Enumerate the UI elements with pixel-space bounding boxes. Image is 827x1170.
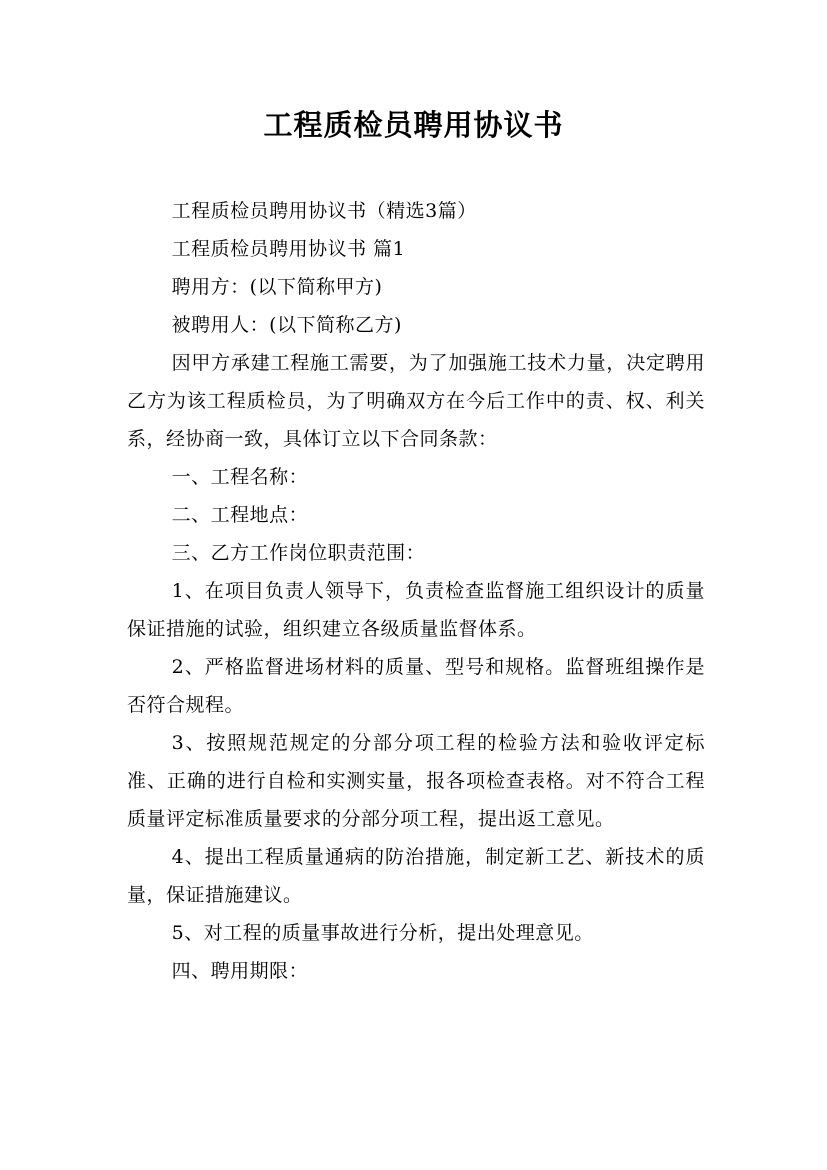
paragraph-duties-heading: 三、乙方工作岗位职责范围：: [171, 542, 426, 564]
paragraph-duty-5: 5、对工程的质量事故进行分析，提出处理意见。: [171, 922, 594, 944]
paragraph-term-heading: 四、聘用期限：: [171, 960, 309, 982]
paragraph-duty-2: 2、严格监督进场材料的质量、型号和规格。监督班组操作是否符合规程。: [127, 656, 705, 716]
paragraph-section-heading: 工程质检员聘用协议书 篇1: [171, 238, 406, 260]
paragraph-subtitle: 工程质检员聘用协议书（精选3篇）: [171, 200, 477, 222]
document-body: [127, 192, 705, 990]
paragraph-employee: 被聘用人：(以下简称乙方): [171, 314, 402, 336]
paragraph-project-name: 一、工程名称：: [171, 466, 309, 488]
paragraph-project-location: 二、工程地点：: [171, 504, 309, 526]
paragraph-employer: 聘用方：(以下简称甲方): [171, 276, 383, 298]
paragraph-duty-4: 4、提出工程质量通病的防治措施，制定新工艺、新技术的质量，保证措施建议。: [127, 846, 705, 906]
paragraph-duty-1: 1、在项目负责人领导下，负责检查监督施工组织设计的质量保证措施的试验，组织建立各级质量监督体系。: [127, 580, 705, 640]
paragraph-preamble: 因甲方承建工程施工需要，为了加强施工技术力量，决定聘用乙方为该工程质检员，为了明确双方在今后工作中的责、权、利关系，经协商一致，具体订立以下合同条款：: [127, 352, 705, 450]
document-title: 工程质检员聘用协议书: [263, 108, 564, 142]
paragraph-duty-3: 3、按照规范规定的分部分项工程的检验方法和验收评定标准、正确的进行自检和实测实量，报各项检查表格。对不符合工程质量评定标准质量要求的分部分项工程，提出返工意见。: [127, 732, 705, 830]
